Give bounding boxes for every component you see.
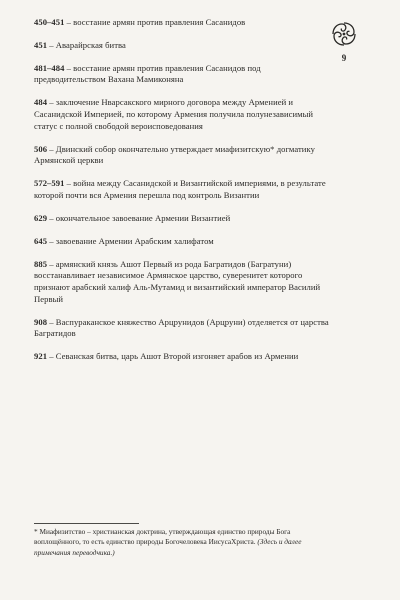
chronology-entry — [34, 213, 334, 225]
entry-date: 629 — [34, 212, 48, 223]
chronology-entry — [34, 17, 334, 29]
chronology-entry — [34, 178, 334, 201]
chronology-entry — [34, 317, 334, 340]
entry-date: 481–484 — [34, 62, 65, 73]
entry-text: – армянский князь Ашот Первый из рода Багратидов (Багратуни) восстанавливает независимое Армянское царство, суверенитет которого признают арабский халиф Аль-Мутамид и византийский император Василий Первый — [34, 258, 321, 304]
entry-text: – заключение Нварсакского мирного договора между Арменией и Сасанидской Империей, по которому Армения получила полунезависимый статус с полной свободой вероисповедования — [34, 97, 314, 131]
entry-date: 484 — [34, 97, 48, 108]
entry-text: – Васпураканское княжество Арцрунидов (Арцруни) отделяется от царства Багратидов — [34, 316, 329, 339]
footnote-translator-note: (Здесь и далее примечания переводчика.) — [34, 537, 302, 557]
chronology-entry — [34, 40, 334, 52]
chronology-entry — [34, 63, 334, 86]
entry-date: 572–591 — [34, 178, 65, 189]
entry-date: 451 — [34, 39, 48, 50]
entry-date: 921 — [34, 351, 48, 362]
footnote-divider — [34, 523, 139, 524]
entry-text: – восстание армян против правления Сасанидов под предводительством Вахана Мамиконяна — [34, 62, 261, 85]
entry-date: 450–451 — [34, 17, 65, 27]
ornament-icon — [330, 20, 358, 48]
chronology-entry — [34, 351, 334, 363]
entry-date: 885 — [34, 258, 48, 269]
entry-text: – окончательное завоевание Армении Византией — [47, 212, 231, 223]
entry-text: – Двинский собор окончательно утверждает миафизитскую* догматику Армянской церкви — [34, 143, 315, 166]
entry-date: 908 — [34, 316, 48, 327]
chronology-entry — [34, 259, 334, 306]
chronology-entry — [34, 144, 334, 167]
entry-text: – Аварайрская битва — [47, 39, 126, 50]
entry-date: 645 — [34, 235, 48, 246]
chronology-entry — [34, 236, 334, 248]
entry-text: – война между Сасанидской и Византийской империями, в результате которой почти вся Армения перешла под контроль Византии — [34, 178, 326, 200]
footnote — [34, 527, 319, 558]
entry-text: – Севанская битва, царь Ашот Второй изгоняет арабов из Армении — [47, 351, 299, 362]
entry-text: – восстание армян против правления Сасанидов — [64, 17, 246, 27]
entry-text: – завоевание Армении Арабским халифатом — [47, 235, 214, 246]
footnote-text: * Миафизитство – христианская доктрина, утверждающая единство природы Бога воплощённого, то есть единство природы Богочеловека ИисусаХриста. — [34, 527, 291, 547]
chronology-list — [34, 17, 334, 374]
page-number: 9 — [341, 53, 347, 63]
chronology-entry — [34, 97, 334, 132]
entry-date: 506 — [34, 143, 48, 154]
